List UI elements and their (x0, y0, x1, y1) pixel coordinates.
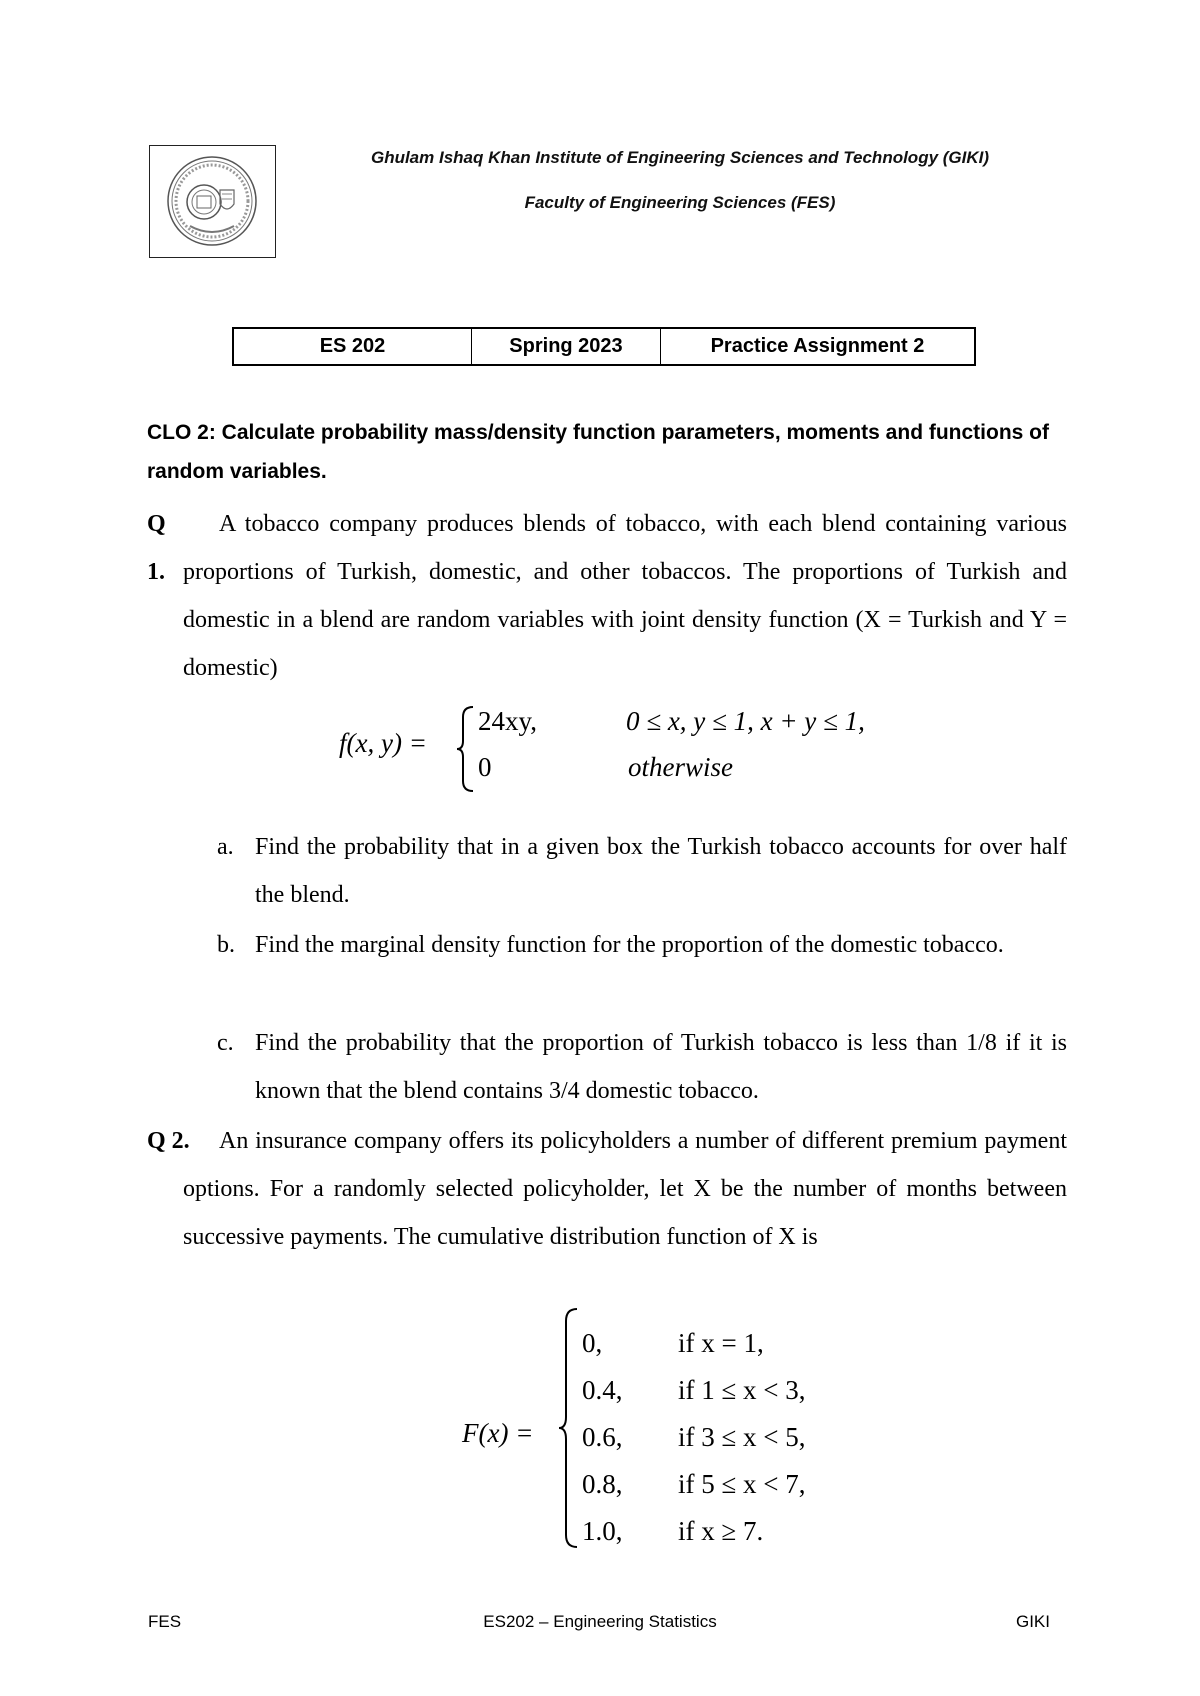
question-2-label: Q 2. (147, 1128, 190, 1154)
q1-part-b-text: Find the marginal density function for the proportion of the domestic tobacco. (255, 932, 1004, 958)
q1-part-a-label: a. (217, 834, 234, 860)
q1-part-c (217, 1019, 1067, 1115)
q1-case1-expr: 24xy, (478, 706, 537, 736)
q2-case-4-value: 0.8, (582, 1469, 623, 1499)
q1-part-a (217, 823, 1067, 919)
clo-statement: CLO 2: Calculate probability mass/density function parameters, moments and functions of random variables. (147, 421, 1049, 483)
q1-part-c-label: c. (217, 1030, 234, 1056)
q1-case2-expr: 0 (478, 752, 492, 782)
course-info-table (232, 327, 976, 366)
logo-box (149, 145, 276, 258)
q1-lhs: f(x, y) = (339, 728, 427, 758)
q1-case1-cond: 0 ≤ x, y ≤ 1, x + y ≤ 1, (626, 706, 865, 736)
q2-case-3-cond: if 3 ≤ x < 5, (678, 1422, 806, 1452)
question-2-text: An insurance company offers its policyholders a number of different premium payment options. For a randomly selected policyholder, let X be the number of months between successive payments. The cumulative distribution function of X is (183, 1128, 1067, 1250)
q2-case-5-value: 1.0, (582, 1516, 623, 1546)
q1-part-c-text: Find the probability that the proportion of Turkish tobacco is less than 1/8 if it is known that the blend contains 3/4 domestic tobacco. (255, 1030, 1067, 1104)
faculty-name: Faculty of Engineering Sciences (FES) (524, 193, 836, 212)
footer-center: ES202 – Engineering Statistics (483, 1612, 717, 1631)
question-1-text: A tobacco company produces blends of tobacco, with each blend containing various proportions of Turkish, domestic, and other tobaccos. The proportions of Turkish and domestic in a blend are random variables with joint density function (X = Turkish and Y = domestic) (183, 511, 1067, 681)
q1-part-b-label: b. (217, 932, 235, 958)
q2-case-3-value: 0.6, (582, 1422, 623, 1452)
q1-part-a-text: Find the probability that in a given box the Turkish tobacco accounts for over half the blend. (255, 834, 1067, 908)
q2-case-5-cond: if x ≥ 7. (678, 1516, 764, 1546)
footer-right: GIKI (1015, 1612, 1050, 1631)
question-1-label: Q 1. (147, 511, 166, 585)
q2-equation-lhs (462, 1418, 533, 1449)
course-term: Spring 2023 (472, 329, 661, 364)
q2-lhs: F(x) = (462, 1418, 534, 1448)
giki-seal-icon (150, 146, 274, 256)
footer-left: FES (148, 1612, 182, 1631)
q1-case2-cond: otherwise (628, 752, 733, 782)
course-code: ES 202 (234, 329, 472, 364)
q1-part-b (217, 921, 1067, 969)
q2-case-1-cond: if x = 1, (678, 1328, 764, 1358)
q1-left-brace-icon (455, 705, 477, 793)
q2-case-4-cond: if 5 ≤ x < 7, (678, 1469, 806, 1499)
q1-equation-lhs (339, 728, 427, 759)
q2-case-2-value: 0.4, (582, 1375, 623, 1405)
institute-name: Ghulam Ishaq Khan Institute of Engineering Sciences and Technology (GIKI) (370, 148, 990, 167)
assignment-title: Practice Assignment 2 (710, 335, 925, 357)
q2-left-brace-icon (557, 1307, 581, 1549)
q2-case-1-value: 0, (582, 1328, 603, 1358)
q2-case-2-cond: if 1 ≤ x < 3, (678, 1375, 806, 1405)
